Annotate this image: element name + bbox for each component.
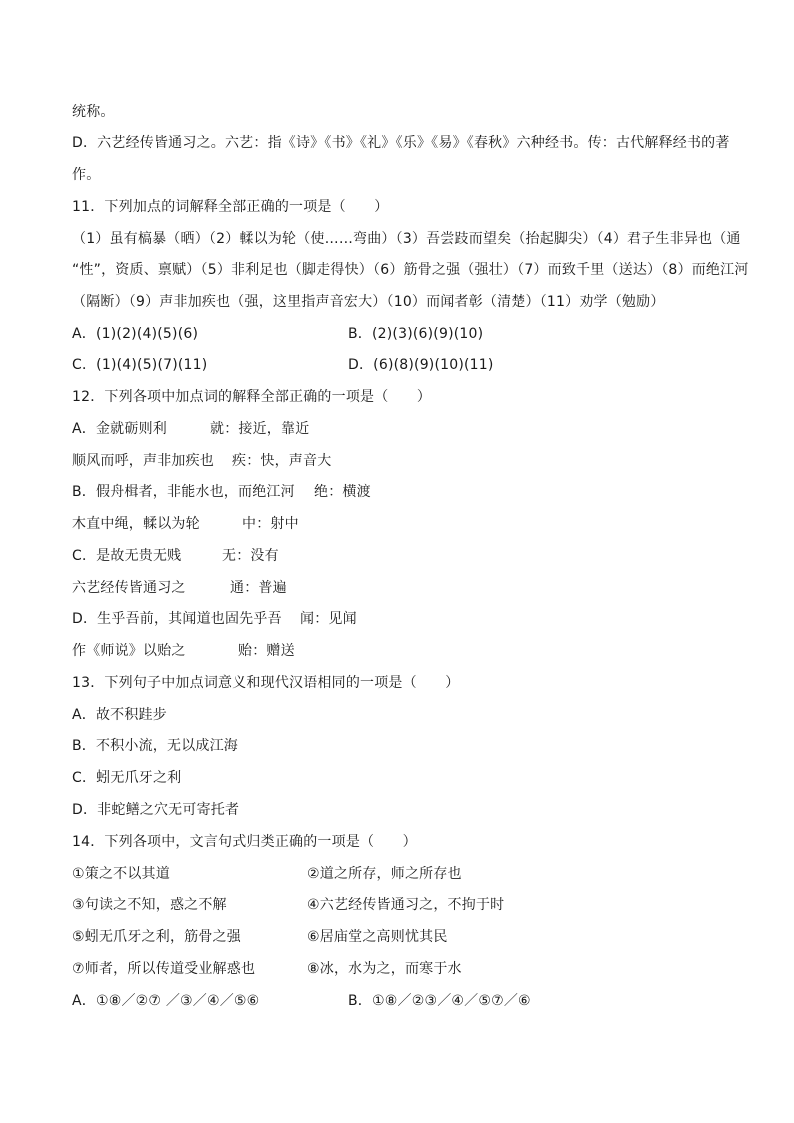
option-a: A．(1)(2)(4)(5)(6) [72, 326, 199, 342]
option-b: B．不积小流，无以成江海 [72, 738, 239, 754]
text-line: （1）虽有槁暴（晒）（2）輮以为轮（使……弯曲）（3）吾尝跂而望矣（抬起脚尖）（4）君子生非异也（通 [72, 231, 741, 247]
sentence-item: ⑥居庙堂之高则忧其民 [307, 929, 448, 945]
gloss: 中：射中 [242, 516, 299, 532]
option-a: A．故不积跬步 [72, 707, 167, 723]
question-12-stem: 12．下列各项中加点词的解释全部正确的一项是（ ） [72, 389, 432, 405]
sentence-item: ⑧冰，水为之，而寒于水 [307, 961, 462, 977]
sentence-item: ②道之所存，师之所存也 [307, 866, 462, 882]
gloss: 通：普遍 [230, 580, 287, 596]
text-line: 木直中绳，輮以为轮 [72, 516, 200, 532]
question-13-stem: 13．下列句子中加点词意义和现代汉语相同的一项是（ ） [72, 675, 460, 691]
option-d: D．非蛇鳝之穴无可寄托者 [72, 802, 240, 818]
option-a: A．金就砺则利 [72, 421, 167, 437]
gloss: 无：没有 [222, 548, 279, 564]
text-line: D．六艺经传皆通习之。六艺：指《诗》《书》《礼》《乐》《易》《春秋》六种经书。传：古代解释经书的著 [72, 135, 730, 151]
option-b: B．①⑧／②③／④／⑤⑦／⑥ [348, 993, 531, 1009]
gloss: 疾：快，声音大 [232, 453, 332, 469]
text-line: 顺风而呼，声非加疾也 [72, 453, 214, 469]
sentence-item: ⑦师者，所以传道受业解惑也 [72, 961, 256, 977]
text-line: 作《师说》以贻之 [72, 643, 186, 659]
text-line: 六艺经传皆通习之 [72, 580, 186, 596]
option-c: C．蚓无爪牙之利 [72, 770, 182, 786]
option-b: B．假舟楫者，非能水也，而绝江河 [72, 484, 295, 500]
option-d: D．(6)(8)(9)(10)(11) [348, 357, 494, 373]
sentence-item: ⑤蚓无爪牙之利，筋骨之强 [72, 929, 241, 945]
gloss: 绝：横渡 [314, 484, 371, 500]
gloss: 闻：见闻 [300, 611, 357, 627]
text-line: （隔断）（9）声非加疾也（强，这里指声音宏大）（10）而闻者彰（清楚）（11）劝学（勉励） [72, 294, 665, 310]
sentence-item: ③句读之不知，惑之不解 [72, 897, 227, 913]
question-11-stem: 11．下列加点的词解释全部正确的一项是（ ） [72, 199, 389, 215]
text-line: 作。 [72, 167, 101, 183]
question-14-stem: 14．下列各项中，文言句式归类正确的一项是（ ） [72, 834, 417, 850]
option-c: C．是故无贵无贱 [72, 548, 182, 564]
option-a: A．①⑧／②⑦ ／③／④／⑤⑥ [72, 993, 260, 1009]
option-d: D．生乎吾前，其闻道也固先乎吾 [72, 611, 282, 627]
option-b: B．(2)(3)(6)(9)(10) [348, 326, 484, 342]
gloss: 贻：赠送 [238, 643, 295, 659]
sentence-item: ①策之不以其道 [72, 866, 170, 882]
text-line: “性”，资质、禀赋）（5）非利足也（脚走得快）（6）筋骨之强（强壮）（7）而致千里（送达）（8）而绝江河 [72, 262, 749, 278]
text-line: 统称。 [72, 104, 115, 120]
sentence-item: ④六艺经传皆通习之，不拘于时 [307, 897, 505, 913]
gloss: 就：接近，靠近 [210, 421, 310, 437]
option-c: C．(1)(4)(5)(7)(11) [72, 357, 208, 373]
